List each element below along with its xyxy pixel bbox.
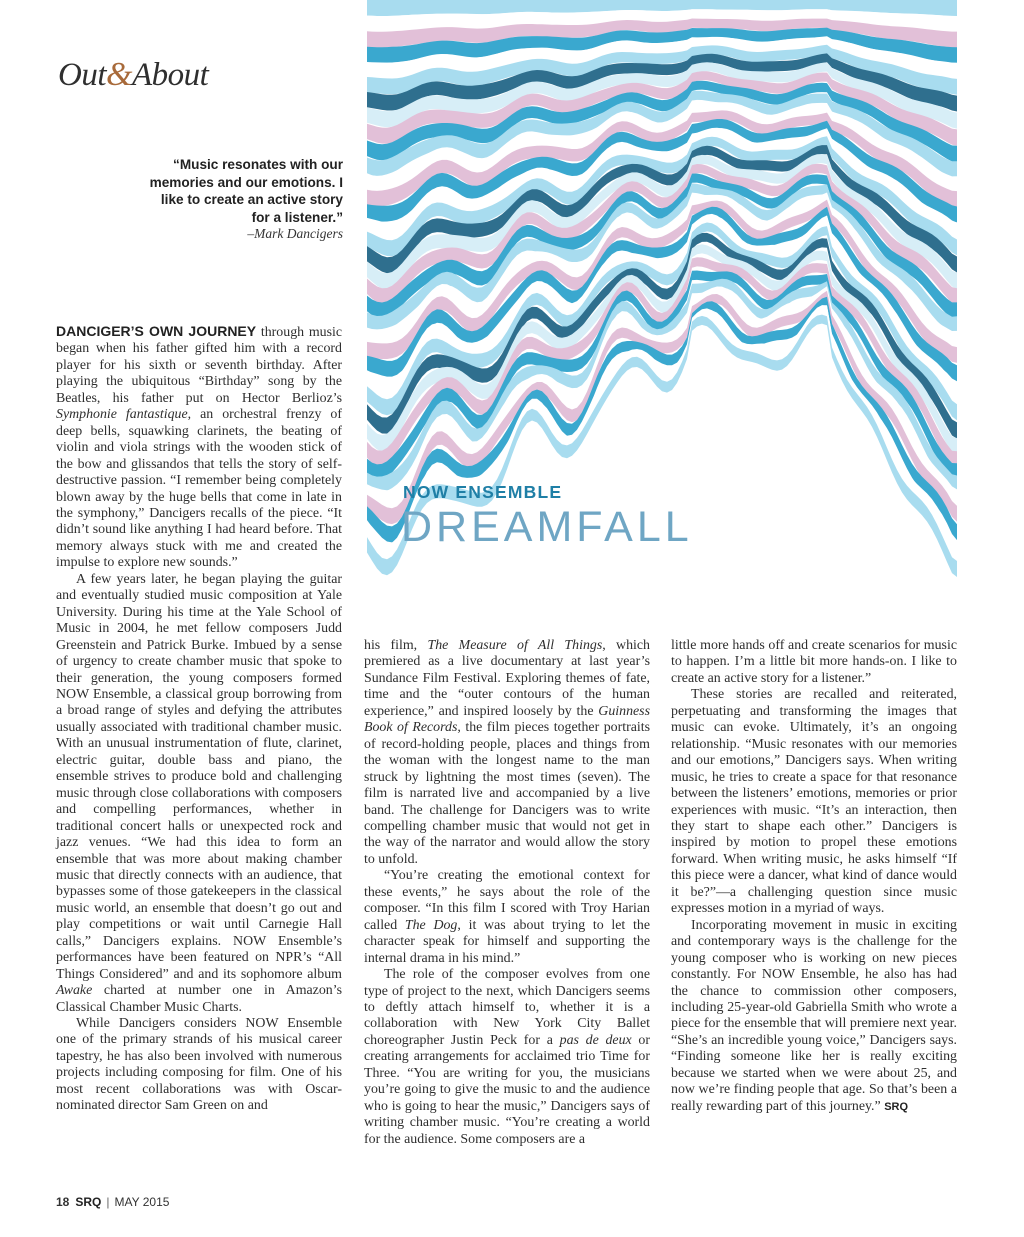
end-mark: SRQ: [884, 1100, 909, 1113]
article-paragraph: his film, The Measure of All Things, which premiered as a live documentary at last year’s Sundance Film Festival. Exploring themes of fate, time and the “outer contours of the human experience,” and inspired loosely by the Guinness Book of Records, the film pieces together portraits of record-holding people, places and things from the woman with the longest name to the man struck by lightning the most times (seven). The film is narrated live and accompanied by a live band. The challenge for Dancigers was to write compelling chamber music that would not get in the way of the narrator and would allow the story to unfold.: [364, 638, 651, 867]
section-header-suffix: About: [131, 57, 209, 93]
album-band-name: NOW ENSEMBLE: [403, 482, 563, 502]
page-folio: [56, 1195, 169, 1209]
pull-quote: [140, 156, 343, 242]
article-paragraph: While Dancigers considers NOW Ensemble one of the primary strands of his musical career tapestry, he has also been involved with numerous projects including composing for film. One of his most recent collaborations was with Oscar-nominated director Sam Green on and: [56, 1016, 342, 1114]
article-paragraph: A few years later, he began playing the guitar and eventually studied music composition at Yale University. During his time at the Yale School of Music in 2004, he met fellow composers Judd Greenstein and Patrick Burke. Imbued by a sense of urgency to create chamber music that spoke to their generation, the young composers formed NOW Ensemble, a classical group borrowing from a broad range of styles and defying the attributes usually associated with traditional chamber music. With an unusual instrumentation of flute, clarinet, electric guitar, double bass and piano, the ensemble strives to produce bold and challenging music through close collaborations with composers and compelling performances, whether in traditional concert halls or unexpected rock and jazz venues. “We had this idea to form an ensemble that was more about making chamber music that directly connects with an audience, that bypasses some of those gatekeepers in the classical music world, an ensemble that doesn’t go out and play competitions or wait until Carnegie Hall calls,” Dancigers explains. NOW Ensemble’s performances have been featured on NPR’s “All Things Considered” and and its sophomore album Awake charted at number one in Amazon’s Classical Chamber Music Charts.: [56, 571, 342, 1015]
article-column-1: [56, 323, 342, 1115]
magazine-name: SRQ: [75, 1195, 102, 1209]
article-column-2: [364, 638, 650, 1148]
article-paragraph: little more hands off and create scenarios for music to happen. I’m a little bit more hands-on. I like to create an active story for a listener.”: [671, 638, 957, 686]
album-title: DREAMFALL: [401, 503, 693, 551]
article-paragraph: DANCIGER’S OWN JOURNEY through music began when his father gifted him with a record player for his sixth or seventh birthday. After playing the ubiquitous “Birthday” song by the Beatles, his father put on Hector Berlioz’s Symphonie fantastique, an orchestral frenzy of deep bells, squawking clarinets, the beating of violin and viola strings with the wooden stick of the bow and glissandos that tells the story of self-destructive passion. “I remember being completely blown away by the huge bells that come in late in the symphony,” Dancigers recalls of the piece. “It didn’t sound like anything I had heard before. That memory always stuck with me and created the impulse to explore new sounds.”: [56, 323, 343, 571]
article-column-3: [671, 638, 957, 1115]
section-header: [58, 56, 208, 94]
article-paragraph: Incorporating movement in music in exciting and contemporary ways is the challenge for the young composer who is working on new pieces constantly. For NOW Ensemble, he also has had the chance to commission other composers, including 25-year-old Gabriella Smith who wrote a piece for the ensemble that will premiere next year. “She’s an incredible young voice,” Dancigers says. “Finding someone like her is really exciting because we started when we were about 25, and now we’re finding people that age. So that’s been a really rewarding part of this journey.” SRQ: [671, 917, 957, 1114]
article-paragraph: “You’re creating the emotional context for these events,” he says about the role of the composer. “In this film I scored with Troy Harian called The Dog, it was about trying to let the character speak for himself and supporting the internal drama in his mind.”: [364, 868, 650, 966]
article-lead-in: DANCIGER’S OWN JOURNEY: [56, 323, 257, 339]
issue-date: MAY 2015: [114, 1195, 170, 1209]
pull-quote-text: “Music resonates with our memories and our emotions. I like to create an active story for a listener.”: [149, 157, 343, 225]
article-paragraph: The role of the composer evolves from one type of project to the next, which Dancigers seems to deftly attach himself to, whether it is a collaboration with New York City Ballet choreographer Justin Peck for a pas de deux or creating arrangements for acclaimed trio Time for Three. “You are writing for you, the musicians you’re going to give the music to and the audience who is going to hear the music,” Dancigers says of writing chamber music. “You’re creating a world for the audience. Some composers are a: [364, 967, 650, 1147]
article-paragraph: These stories are recalled and reiterated, perpetuating and transforming the images that music can evoke. Ultimately, it’s an ongoing relationship. “Music resonates with our memories and our emotions,” Dancigers says. When writing music, he tries to create a space for that resonance between the listeners’ emotions, memories or prior experiences with music. “It’s an interaction, then they start to shape each other.” Dancigers is inspired by motion to propel these emotions forward. When writing music, he asks himself “If this piece were a dancer, what kind of dance would it be?”—a challenging question since music expresses motion in a myriad of ways.: [671, 687, 957, 917]
folio-separator: |: [106, 1195, 110, 1209]
pull-quote-attribution: –Mark Dancigers: [247, 226, 343, 242]
page-number: 18: [56, 1195, 70, 1209]
section-header-prefix: Out: [58, 57, 106, 93]
section-header-ampersand: &: [106, 56, 132, 93]
